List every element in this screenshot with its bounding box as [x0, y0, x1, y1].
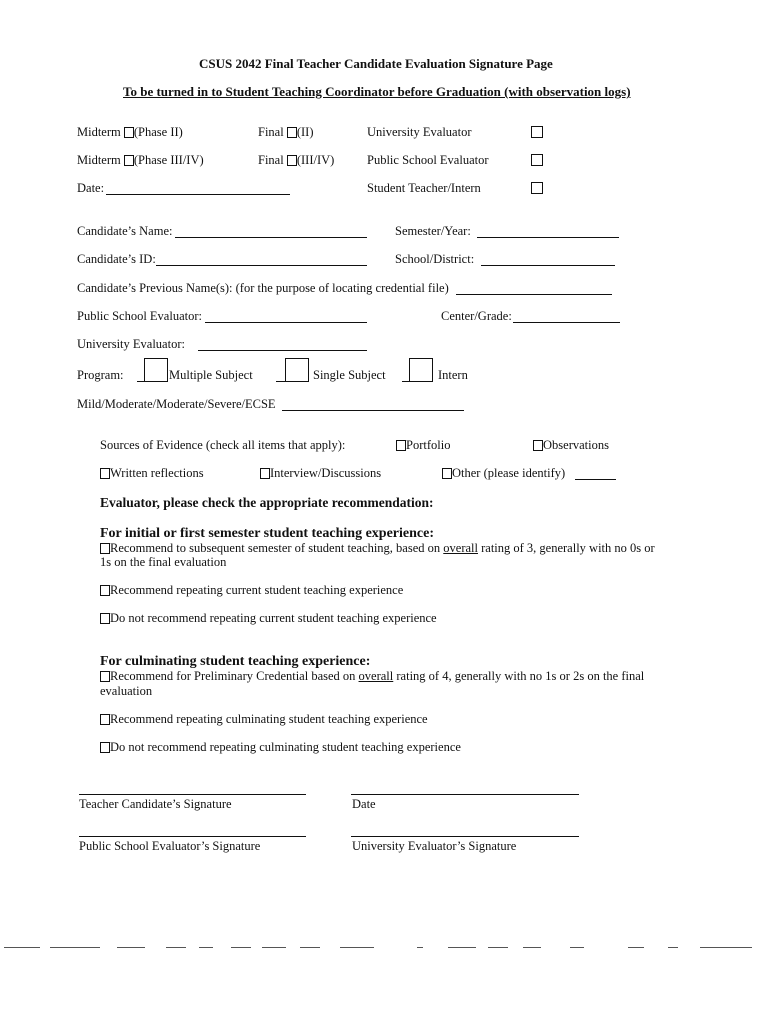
other-label: Other (please identify)	[452, 466, 566, 480]
recommend-subsequent-continuation: 1s on the final evaluation	[100, 555, 227, 569]
scan-artifact-line	[700, 947, 752, 948]
candidate-name-line[interactable]	[175, 237, 367, 238]
recommend-repeat-culminating-checkbox[interactable]	[100, 714, 110, 725]
university-evaluator-checkbox[interactable]	[531, 126, 543, 138]
final-phase2-suffix: (II)	[296, 125, 314, 139]
no-repeat-current-text: Do not recommend repeating current student teaching experience	[110, 611, 437, 625]
other-checkbox[interactable]	[442, 468, 452, 479]
midterm-phase2-option	[77, 126, 183, 139]
public-school-evaluator-label: Public School Evaluator:	[77, 309, 202, 323]
center-grade-label: Center/Grade:	[441, 309, 512, 323]
scan-artifact-line	[668, 947, 678, 948]
date-label: Date:	[77, 181, 105, 195]
scan-artifact-line	[199, 947, 213, 948]
culminating-experience-heading: For culminating student teaching experience:	[100, 654, 371, 669]
scan-artifact-line	[117, 947, 145, 948]
previous-names-line[interactable]	[456, 294, 612, 295]
other-line[interactable]	[575, 479, 616, 480]
date-line[interactable]	[106, 194, 290, 195]
single-subject-checkbox[interactable]	[285, 358, 309, 382]
candidate-id-line[interactable]	[156, 265, 367, 266]
recommend-subsequent-text-end: rating of 3, generally with no 0s or	[477, 541, 655, 555]
scan-artifact-line	[231, 947, 251, 948]
portfolio-checkbox[interactable]	[396, 440, 406, 451]
scan-artifact-line	[340, 947, 374, 948]
program-label: Program:	[77, 368, 124, 382]
multiple-subject-checkbox[interactable]	[144, 358, 168, 382]
recommend-repeat-current-option	[100, 584, 403, 597]
scan-artifact-line	[50, 947, 100, 948]
midterm-phase34-option	[77, 154, 204, 167]
recommend-credential-option	[100, 670, 644, 683]
final-phase34-checkbox[interactable]	[287, 155, 297, 166]
student-teacher-checkbox[interactable]	[531, 182, 543, 194]
university-evaluator-line[interactable]	[198, 350, 367, 351]
portfolio-option	[396, 439, 450, 452]
phase2-label: (Phase II)	[133, 125, 183, 139]
student-teacher-role: Student Teacher/Intern	[367, 181, 481, 195]
no-repeat-culminating-option	[100, 741, 461, 754]
recommend-credential-text: Recommend for Preliminary Credential based on	[110, 669, 359, 683]
page-subtitle: To be turned in to Student Teaching Coordinator before Graduation (with observation logs)	[123, 84, 631, 99]
public-school-evaluator-role: Public School Evaluator	[367, 153, 489, 167]
observations-option	[533, 439, 609, 452]
scan-artifact-line	[488, 947, 508, 948]
sources-of-evidence-label: Sources of Evidence (check all items that apply):	[100, 438, 346, 452]
candidate-name-label: Candidate’s Name:	[77, 224, 173, 238]
midterm-label-2: Midterm	[77, 153, 121, 167]
candidate-signature-line[interactable]	[79, 794, 306, 795]
recommend-repeat-current-checkbox[interactable]	[100, 585, 110, 596]
written-reflections-label: Written reflections	[110, 466, 204, 480]
interview-checkbox[interactable]	[260, 468, 270, 479]
previous-names-label: Candidate’s Previous Name(s): (for the purpose of locating credential file)	[77, 281, 449, 295]
written-reflections-checkbox[interactable]	[100, 468, 110, 479]
interview-option	[260, 467, 381, 480]
observations-checkbox[interactable]	[533, 440, 543, 451]
university-signature-label: University Evaluator’s Signature	[352, 839, 517, 853]
recommend-repeat-culminating-option	[100, 713, 428, 726]
final-phase2-option	[258, 126, 313, 139]
center-grade-line[interactable]	[513, 322, 620, 323]
single-subject-label: Single Subject	[313, 368, 386, 382]
date-signature-line[interactable]	[351, 794, 579, 795]
semester-year-line[interactable]	[477, 237, 619, 238]
intern-checkbox[interactable]	[409, 358, 433, 382]
public-school-signature-line[interactable]	[79, 836, 306, 837]
initial-experience-heading: For initial or first semester student teaching experience:	[100, 526, 434, 541]
school-district-label: School/District:	[395, 252, 475, 266]
scan-artifact-line	[523, 947, 541, 948]
recommend-credential-checkbox[interactable]	[100, 671, 110, 682]
candidate-id-label: Candidate’s ID:	[77, 252, 156, 266]
final-label-2: Final	[258, 153, 284, 167]
recommend-repeat-culminating-text: Recommend repeating culminating student teaching experience	[110, 712, 428, 726]
no-repeat-current-option	[100, 612, 437, 625]
intern-label: Intern	[438, 368, 468, 382]
university-signature-line[interactable]	[351, 836, 579, 837]
recommendation-heading: Evaluator, please check the appropriate recommendation:	[100, 495, 434, 510]
scan-artifact-line	[166, 947, 186, 948]
observations-label: Observations	[543, 438, 609, 452]
public-school-signature-label: Public School Evaluator’s Signature	[79, 839, 261, 853]
midterm-phase34-checkbox[interactable]	[124, 155, 134, 166]
scan-artifact-line	[4, 947, 40, 948]
recommend-subsequent-text: Recommend to subsequent semester of student teaching, based on	[110, 541, 444, 555]
recommend-subsequent-option	[100, 542, 655, 555]
mild-moderate-line[interactable]	[282, 410, 464, 411]
page-title: CSUS 2042 Final Teacher Candidate Evaluation Signature Page	[199, 56, 553, 71]
school-district-line[interactable]	[481, 265, 615, 266]
candidate-signature-label: Teacher Candidate’s Signature	[79, 797, 232, 811]
no-repeat-culminating-text: Do not recommend repeating culminating student teaching experience	[110, 740, 461, 754]
portfolio-label: Portfolio	[406, 438, 451, 452]
university-evaluator-label: University Evaluator:	[77, 337, 185, 351]
midterm-label: Midterm	[77, 125, 121, 139]
final-phase2-checkbox[interactable]	[287, 127, 297, 138]
other-option	[442, 467, 565, 480]
no-repeat-current-checkbox[interactable]	[100, 613, 110, 624]
overall-emphasis-2: overall	[358, 669, 394, 683]
phase34-label: (Phase III/IV)	[133, 153, 204, 167]
public-school-evaluator-line[interactable]	[205, 322, 367, 323]
recommend-repeat-current-text: Recommend repeating current student teaching experience	[110, 583, 404, 597]
mild-moderate-label: Mild/Moderate/Moderate/Severe/ECSE	[77, 397, 276, 411]
scan-artifact-line	[300, 947, 320, 948]
interview-label: Interview/Discussions	[270, 466, 382, 480]
no-repeat-culminating-checkbox[interactable]	[100, 742, 110, 753]
recommend-subsequent-checkbox[interactable]	[100, 543, 110, 554]
multiple-subject-label: Multiple Subject	[169, 368, 253, 382]
semester-year-label: Semester/Year:	[395, 224, 471, 238]
signature-date-label: Date	[352, 797, 376, 811]
final-phase34-option	[258, 154, 334, 167]
final-phase34-suffix: (III/IV)	[296, 153, 335, 167]
final-label: Final	[258, 125, 284, 139]
public-school-evaluator-checkbox[interactable]	[531, 154, 543, 166]
recommend-credential-text-end: rating of 4, generally with no 1s or 2s on the final	[393, 669, 645, 683]
scan-artifact-line	[417, 947, 423, 948]
scan-artifact-line	[570, 947, 584, 948]
recommend-credential-continuation: evaluation	[100, 684, 153, 698]
scan-artifact-line	[262, 947, 286, 948]
university-evaluator-role: University Evaluator	[367, 125, 472, 139]
scan-artifact-line	[628, 947, 644, 948]
midterm-phase2-checkbox[interactable]	[124, 127, 134, 138]
written-reflections-option	[100, 467, 204, 480]
scan-artifact-line	[448, 947, 476, 948]
overall-emphasis: overall	[443, 541, 478, 555]
